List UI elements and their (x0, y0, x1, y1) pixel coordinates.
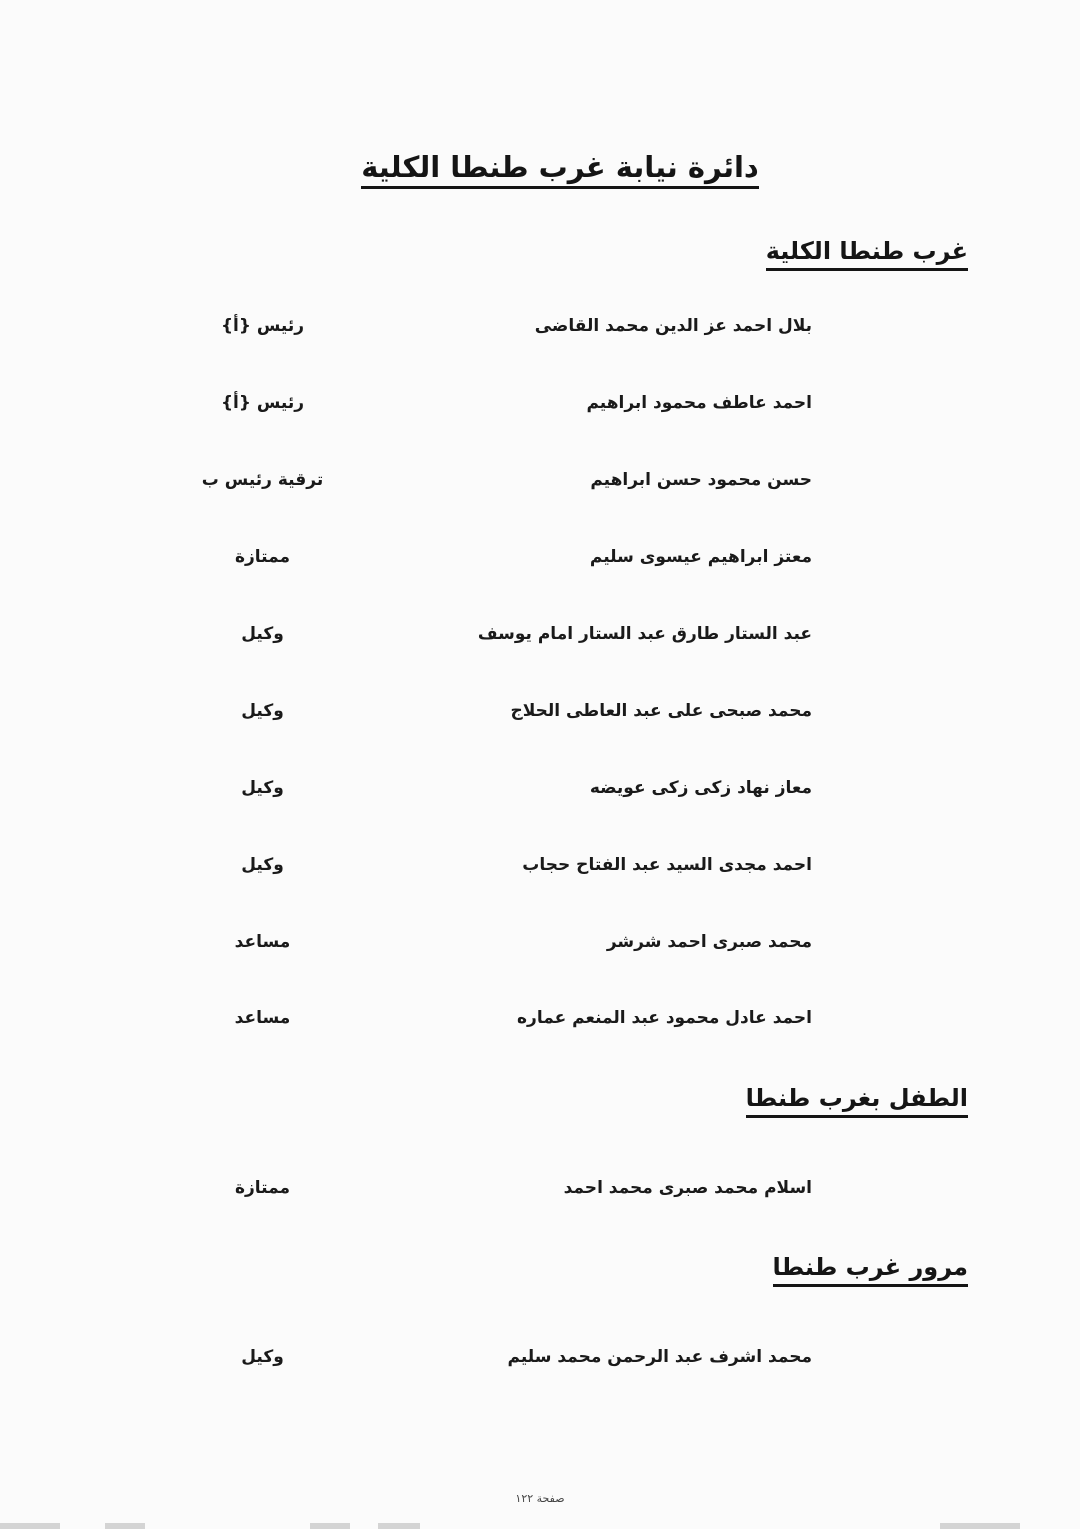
entry-grade: وكيل (241, 1347, 284, 1367)
entry-name: احمد عاطف محمود ابراهيم (586, 393, 812, 413)
entry-grade: ممتازة (234, 547, 291, 567)
page-number: صفحة ١٢٢ (515, 1492, 565, 1505)
scan-artifact (378, 1523, 420, 1529)
scan-artifact (105, 1523, 145, 1529)
entry-grade: مساعد (234, 1008, 291, 1028)
entry-grade: وكيل (241, 855, 284, 875)
entry-name: محمد اشرف عبد الرحمن محمد سليم (507, 1347, 812, 1367)
entry-grade: ممتازة (234, 1178, 291, 1198)
entry-name: عبد الستار طارق عبد الستار امام يوسف (477, 624, 812, 644)
scan-artifact (0, 1523, 60, 1529)
entry-grade: رئيس {أ} (220, 316, 305, 336)
page-title (340, 150, 780, 184)
entry-name: حسن محمود حسن ابراهيم (590, 470, 812, 490)
entry-grade: وكيل (241, 701, 284, 721)
entry-name: احمد مجدى السيد عبد الفتاح حجاب (522, 855, 812, 875)
entry-grade: وكيل (241, 778, 284, 798)
entry-name: معتز ابراهيم عيسوى سليم (589, 547, 812, 567)
entry-name: معاز نهاد زكى زكى عويضه (589, 778, 812, 798)
scan-artifact (310, 1523, 350, 1529)
entry-name: احمد عادل محمود عبد المنعم عماره (517, 1008, 812, 1028)
entry-name: محمد صبحى على عبد العاطى الحلاج (510, 701, 812, 721)
entry-name: بلال احمد عز الدين محمد القاضى (534, 316, 812, 336)
section-heading-west-tanta: غرب طنطا الكلية (766, 236, 968, 271)
entry-grade: رئيس {أ} (220, 393, 305, 413)
section-heading-juvenile: الطفل بغرب طنطا (746, 1083, 968, 1118)
entry-name: محمد صبرى احمد شرشر (606, 932, 812, 952)
entry-grade: وكيل (241, 624, 284, 644)
entry-grade: مساعد (234, 932, 291, 952)
entry-grade: ترقية رئيس ب (201, 470, 324, 490)
section-heading-traffic: مرور غرب طنطا (773, 1252, 968, 1287)
scan-artifact (940, 1523, 1020, 1529)
entry-name: اسلام محمد صبرى محمد احمد (563, 1178, 812, 1198)
page-title-text: دائرة نيابة غرب طنطا الكلية (361, 150, 759, 189)
